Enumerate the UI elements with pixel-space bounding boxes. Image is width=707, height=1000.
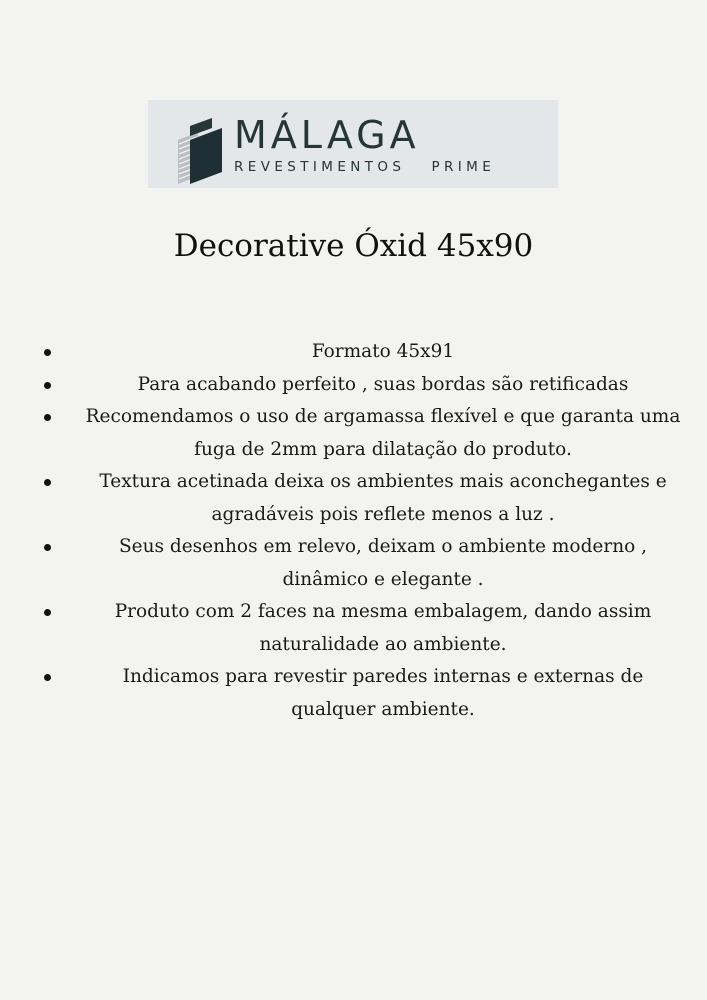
list-item — [40, 401, 700, 466]
list-item-text: Para acabando perfeito , suas bordas são retificadas — [137, 373, 629, 395]
bullet-dot-icon — [44, 609, 51, 616]
list-item — [40, 661, 700, 726]
bullet-dot-icon — [44, 349, 51, 356]
bullet-dot-icon — [44, 479, 51, 486]
list-item-text: fuga de 2mm para dilatação do produto. — [194, 438, 572, 460]
list-item — [40, 596, 700, 661]
list-item-text: Recomendamos o uso de argamassa flexível e que garanta uma — [85, 406, 681, 427]
stacked-tiles-icon — [176, 118, 224, 184]
bullet-dot-icon — [44, 382, 51, 389]
list-item-text: naturalidade ao ambiente. — [259, 633, 507, 655]
feature-list — [40, 336, 700, 726]
brand-tagline: REVESTIMENTOS PRIME — [234, 159, 496, 175]
bullet-dot-icon — [44, 674, 51, 681]
list-item — [40, 336, 700, 369]
list-item-text: agradáveis pois reflete menos a luz . — [211, 503, 555, 525]
bullet-dot-icon — [44, 414, 51, 421]
list-item-text: dinâmico e elegante . — [282, 568, 484, 590]
list-item — [40, 369, 700, 402]
brand-name: MÁLAGA — [234, 113, 420, 157]
list-item-text: Textura acetinada deixa os ambientes mais aconchegantes e — [99, 471, 667, 492]
page-title: Decorative Óxid 45x90 — [173, 228, 534, 264]
list-item-text: Indicamos para revestir paredes internas e externas de — [122, 666, 644, 687]
list-item — [40, 466, 700, 531]
list-item-text: qualquer ambiente. — [291, 698, 475, 720]
bullet-dot-icon — [44, 544, 51, 551]
list-item — [40, 531, 700, 596]
list-item-text: Formato 45x91 — [311, 341, 455, 362]
brand-logo — [148, 100, 558, 188]
list-item-text: Produto com 2 faces na mesma embalagem, dando assim — [114, 601, 652, 622]
list-item-text: Seus desenhos em relevo, deixam o ambiente moderno , — [118, 536, 648, 557]
